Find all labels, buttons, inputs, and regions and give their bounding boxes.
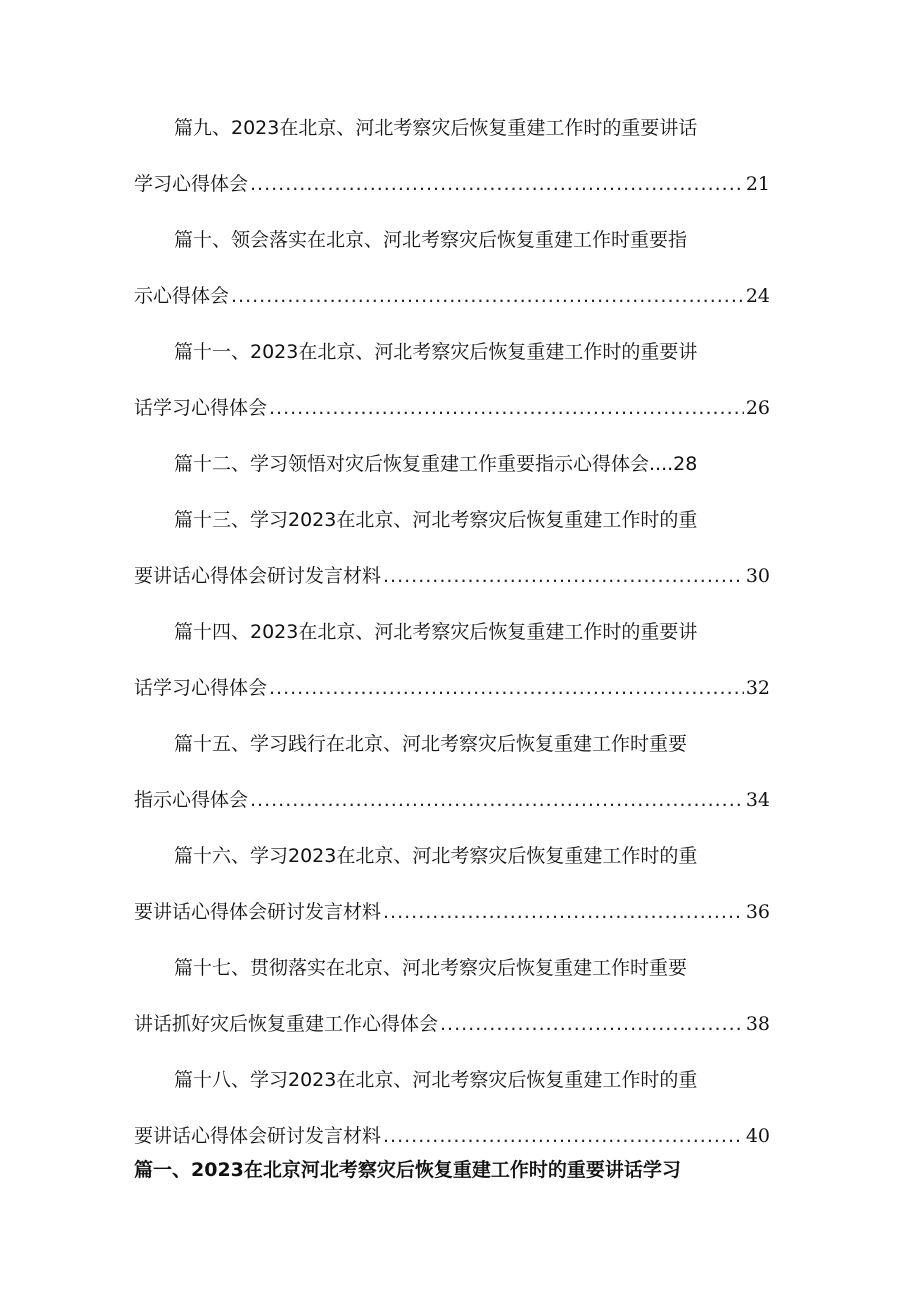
toc-entry-17-line2[interactable] <box>134 1010 770 1038</box>
toc-entry-14-line2[interactable] <box>134 674 770 702</box>
dot-leader <box>269 674 744 702</box>
section-heading: 篇一、2023在北京河北考察灾后恢复重建工作时的重要讲话学习 <box>134 1159 681 1181</box>
toc-entry-11-line2[interactable] <box>134 394 770 422</box>
dot-leader <box>383 898 744 926</box>
toc-entry-17-line1: 篇十七、贯彻落实在北京、河北考察灾后恢复重建工作时重要 <box>174 957 688 979</box>
toc-page-number: 21 <box>745 173 770 195</box>
toc-entry-11-line1: 篇十一、2023在北京、河北考察灾后恢复重建工作时的重要讲 <box>174 341 698 363</box>
toc-entry-14-line1: 篇十四、2023在北京、河北考察灾后恢复重建工作时的重要讲 <box>174 621 698 643</box>
toc-entry-title: 话学习心得体会 <box>134 677 268 699</box>
toc-entry-10-line1: 篇十、领会落实在北京、河北考察灾后恢复重建工作时重要指 <box>174 229 688 251</box>
toc-page-number: 34 <box>745 789 770 811</box>
toc-entry-9-line1: 篇九、2023在北京、河北考察灾后恢复重建工作时的重要讲话 <box>174 117 698 139</box>
toc-entry-title: 要讲话心得体会研讨发言材料 <box>134 901 382 923</box>
toc-entry-title: 学习心得体会 <box>134 173 249 195</box>
toc-entry-title: 话学习心得体会 <box>134 397 268 419</box>
toc-page-number: 24 <box>745 285 770 307</box>
toc-entry-15-line2[interactable] <box>134 786 770 814</box>
toc-page-number: 30 <box>745 565 770 587</box>
toc-entry-title: 示心得体会 <box>134 285 230 307</box>
toc-entry-18-line1: 篇十八、学习2023在北京、河北考察灾后恢复重建工作时的重 <box>174 1069 698 1091</box>
toc-entry-title: 指示心得体会 <box>134 789 249 811</box>
toc-page-number: 38 <box>745 1013 770 1035</box>
toc-entry-18-line2[interactable] <box>134 1122 770 1150</box>
dot-leader <box>440 1010 744 1038</box>
toc-entry-12[interactable]: 篇十二、学习领悟对灾后恢复重建工作重要指示心得体会....28 <box>174 453 698 475</box>
toc-entry-15-line1: 篇十五、学习践行在北京、河北考察灾后恢复重建工作时重要 <box>174 733 688 755</box>
toc-page-number: 26 <box>745 397 770 419</box>
toc-entry-13-line2[interactable] <box>134 562 770 590</box>
toc-entry-10-line2[interactable] <box>134 282 770 310</box>
dot-leader <box>231 282 744 310</box>
dot-leader <box>383 1122 744 1150</box>
dot-leader <box>250 170 744 198</box>
toc-entry-13-line1: 篇十三、学习2023在北京、河北考察灾后恢复重建工作时的重 <box>174 509 698 531</box>
toc-page-number: 36 <box>745 901 770 923</box>
toc-entry-9-line2[interactable] <box>134 170 770 198</box>
dot-leader <box>383 562 744 590</box>
toc-entry-16-line2[interactable] <box>134 898 770 926</box>
toc-entry-16-line1: 篇十六、学习2023在北京、河北考察灾后恢复重建工作时的重 <box>174 845 698 867</box>
toc-entry-title: 要讲话心得体会研讨发言材料 <box>134 565 382 587</box>
toc-entry-title: 讲话抓好灾后恢复重建工作心得体会 <box>134 1013 439 1035</box>
toc-page-number: 40 <box>745 1125 770 1147</box>
dot-leader <box>269 394 744 422</box>
toc-page-number: 32 <box>745 677 770 699</box>
toc-entry-title: 要讲话心得体会研讨发言材料 <box>134 1125 382 1147</box>
dot-leader <box>250 786 744 814</box>
